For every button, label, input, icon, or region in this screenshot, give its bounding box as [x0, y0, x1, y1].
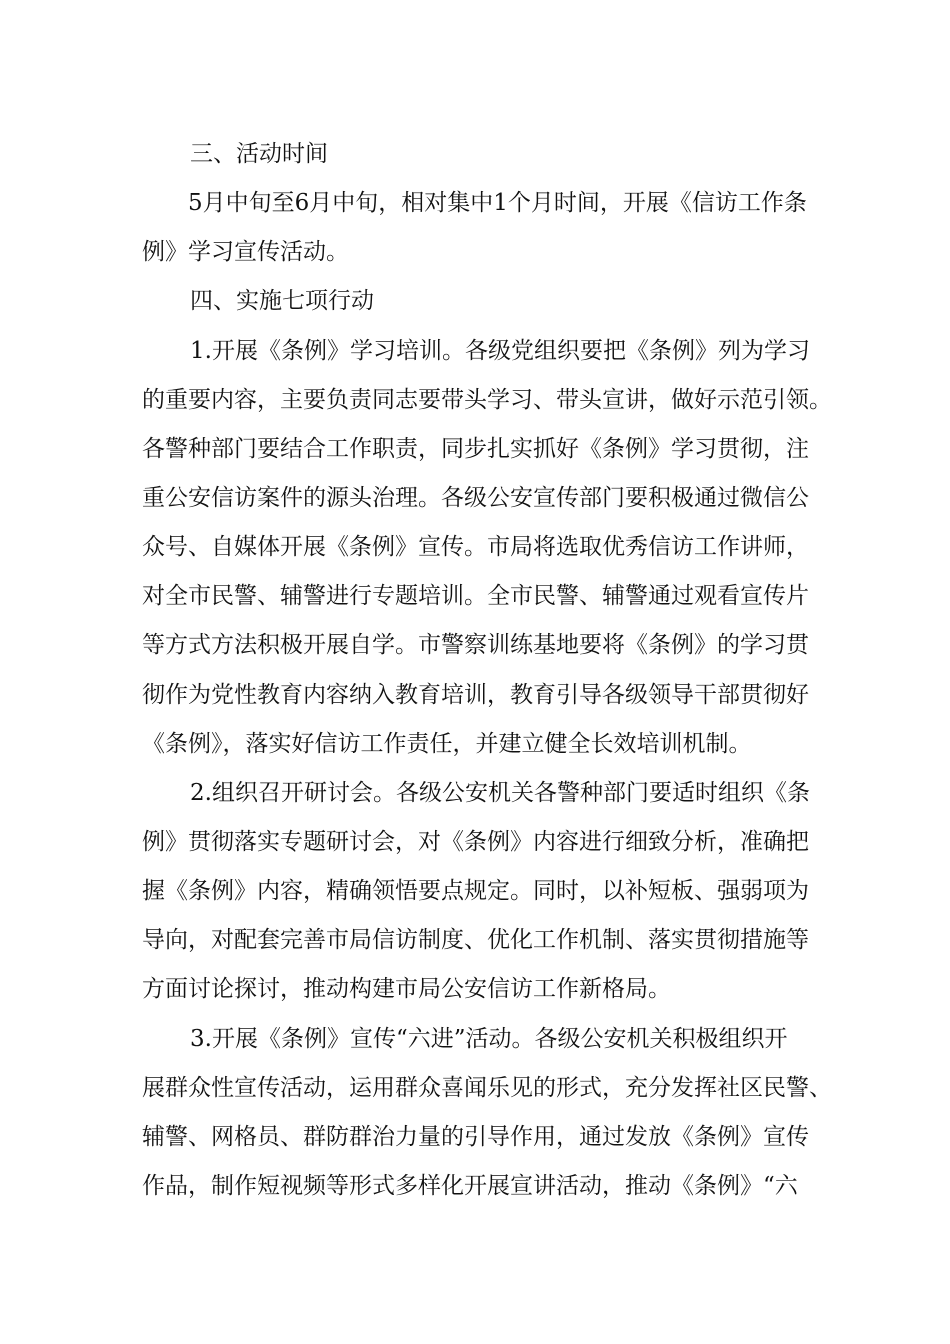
paragraph-line: 展群众性宣传活动，运用群众喜闻乐见的形式，充分发挥社区民警、 — [142, 1075, 832, 1101]
section-heading-seven-actions: 四、实施七项行动 — [190, 288, 374, 314]
paragraph-line: 辅警、网格员、群防群治力量的引导作用，通过发放《条例》宣传 — [142, 1124, 809, 1150]
paragraph-line: 的重要内容，主要负责同志要带头学习、带头宣讲，做好示范引领。 — [142, 387, 832, 413]
paragraph-line: 等方式方法积极开展自学。市警察训练基地要将《条例》的学习贯 — [142, 632, 809, 658]
paragraph-line: 握《条例》内容，精确领悟要点规定。同时，以补短板、强弱项为 — [142, 878, 809, 904]
section-heading-activity-time: 三、活动时间 — [190, 141, 328, 167]
paragraph-line: 例》贯彻落实专题研讨会，对《条例》内容进行细致分析，准确把 — [142, 829, 809, 855]
paragraph-line: 5月中旬至6月中旬，相对集中1个月时间，开展《信访工作条 — [188, 190, 807, 216]
paragraph-line: 作品，制作短视频等形式多样化开展宣讲活动，推动《条例》“六 — [142, 1173, 798, 1199]
paragraph-line: 导向，对配套完善市局信访制度、优化工作机制、落实贯彻措施等 — [142, 927, 809, 953]
paragraph-line: 例》学习宣传活动。 — [142, 239, 349, 265]
paragraph-line: 众号、自媒体开展《条例》宣传。市局将选取优秀信访工作讲师， — [142, 534, 809, 560]
paragraph-line: 3.开展《条例》宣传“六进”活动。各级公安机关积极组织开 — [190, 1026, 788, 1052]
paragraph-line: 重公安信访案件的源头治理。各级公安宣传部门要积极通过微信公 — [142, 485, 809, 511]
paragraph-line: 方面讨论探讨，推动构建市局公安信访工作新格局。 — [142, 976, 671, 1002]
paragraph-line: 2.组织召开研讨会。各级公安机关各警种部门要适时组织《条 — [190, 780, 810, 806]
paragraph-line: 彻作为党性教育内容纳入教育培训，教育引导各级领导干部贯彻好 — [142, 682, 809, 708]
paragraph-line: 《条例》，落实好信访工作责任，并建立健全长效培训机制。 — [142, 731, 752, 757]
paragraph-line: 对全市民警、辅警进行专题培训。全市民警、辅警通过观看宣传片 — [142, 583, 809, 609]
paragraph-line: 各警种部门要结合工作职责，同步扎实抓好《条例》学习贯彻，注 — [142, 436, 809, 462]
paragraph-line: 1.开展《条例》学习培训。各级党组织要把《条例》列为学习 — [190, 338, 810, 364]
